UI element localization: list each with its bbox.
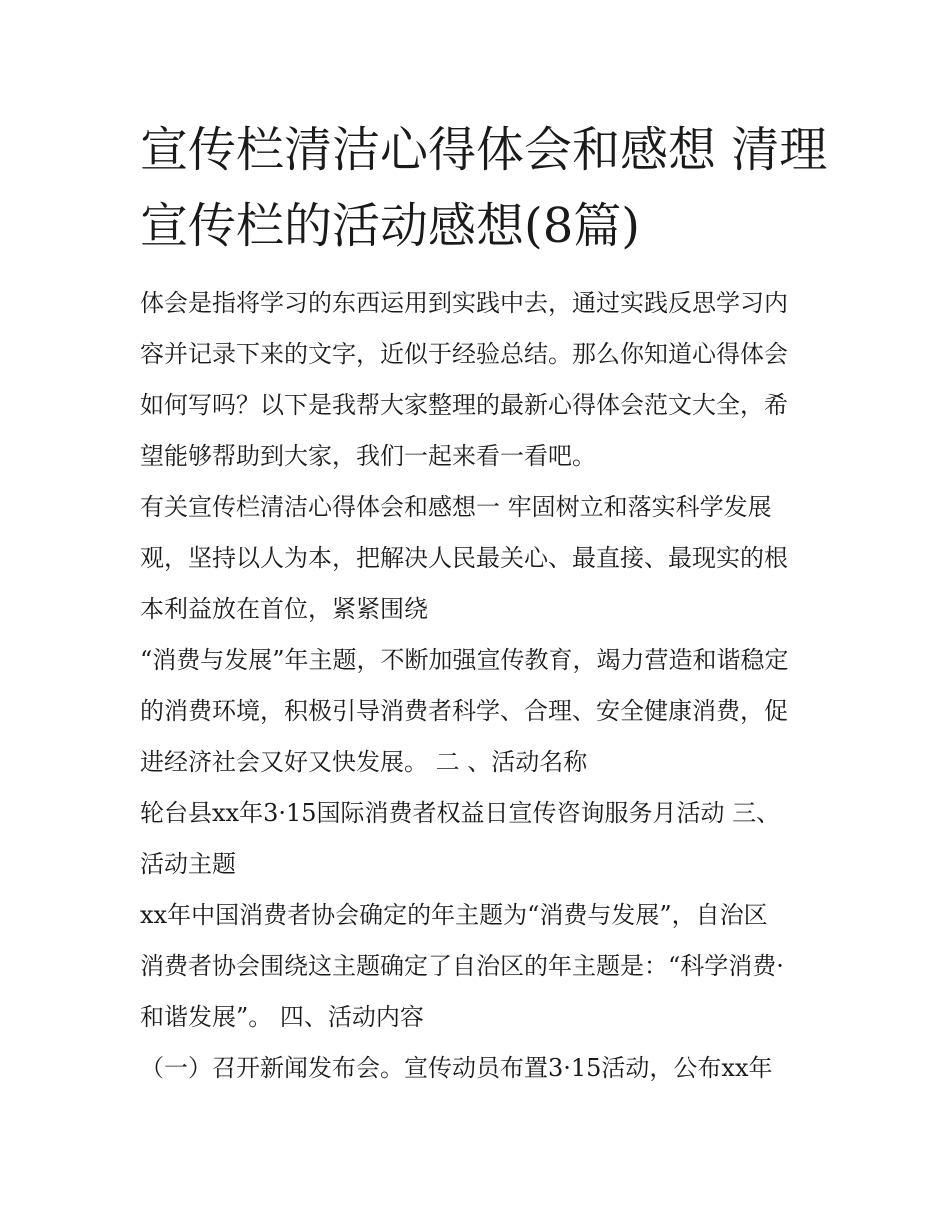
body-line: 活动主题	[140, 850, 236, 878]
document-title: 宣传栏清洁心得体会和感想 清理宣传栏的活动感想(8篇)	[140, 122, 828, 254]
body-line: 体会是指将学习的东西运用到实践中去，通过实践反思学习内	[140, 289, 788, 317]
body-line: 的消费环境，积极引导消费者科学、合理、安全健康消费，促	[140, 697, 788, 725]
body-line: 和谐发展”。 四、活动内容	[140, 1003, 424, 1031]
body-line: 消费者协会围绕这主题确定了自治区的年主题是：“科学消费·	[140, 952, 784, 980]
body-line: 进经济社会又好又快发展。 二 、活动名称	[140, 748, 588, 776]
body-line: 观，坚持以人为本，把解决人民最关心、最直接、最现实的根	[140, 544, 788, 572]
body-line: 轮台县xx年3·15国际消费者权益日宣传咨询服务月活动 三、	[140, 799, 781, 827]
body-line: （一）召开新闻发布会。宣传动员布置3·15活动，公布xx年	[140, 1054, 773, 1082]
body-line: “消费与发展”年主题，不断加强宣传教育，竭力营造和谐稳定	[140, 646, 789, 674]
body-line: 容并记录下来的文字，近似于经验总结。那么你知道心得体会	[140, 340, 788, 368]
body-line: 望能够帮助到大家，我们一起来看一看吧。	[140, 442, 596, 470]
body-line: 有关宣传栏清洁心得体会和感想一 牢固树立和落实科学发展	[140, 493, 772, 521]
body-line: 本利益放在首位，紧紧围绕	[140, 595, 428, 623]
body-line: 如何写吗？以下是我帮大家整理的最新心得体会范文大全，希	[140, 391, 788, 419]
body-line: xx年中国消费者协会确定的年主题为“消费与发展”，自治区	[140, 901, 768, 929]
